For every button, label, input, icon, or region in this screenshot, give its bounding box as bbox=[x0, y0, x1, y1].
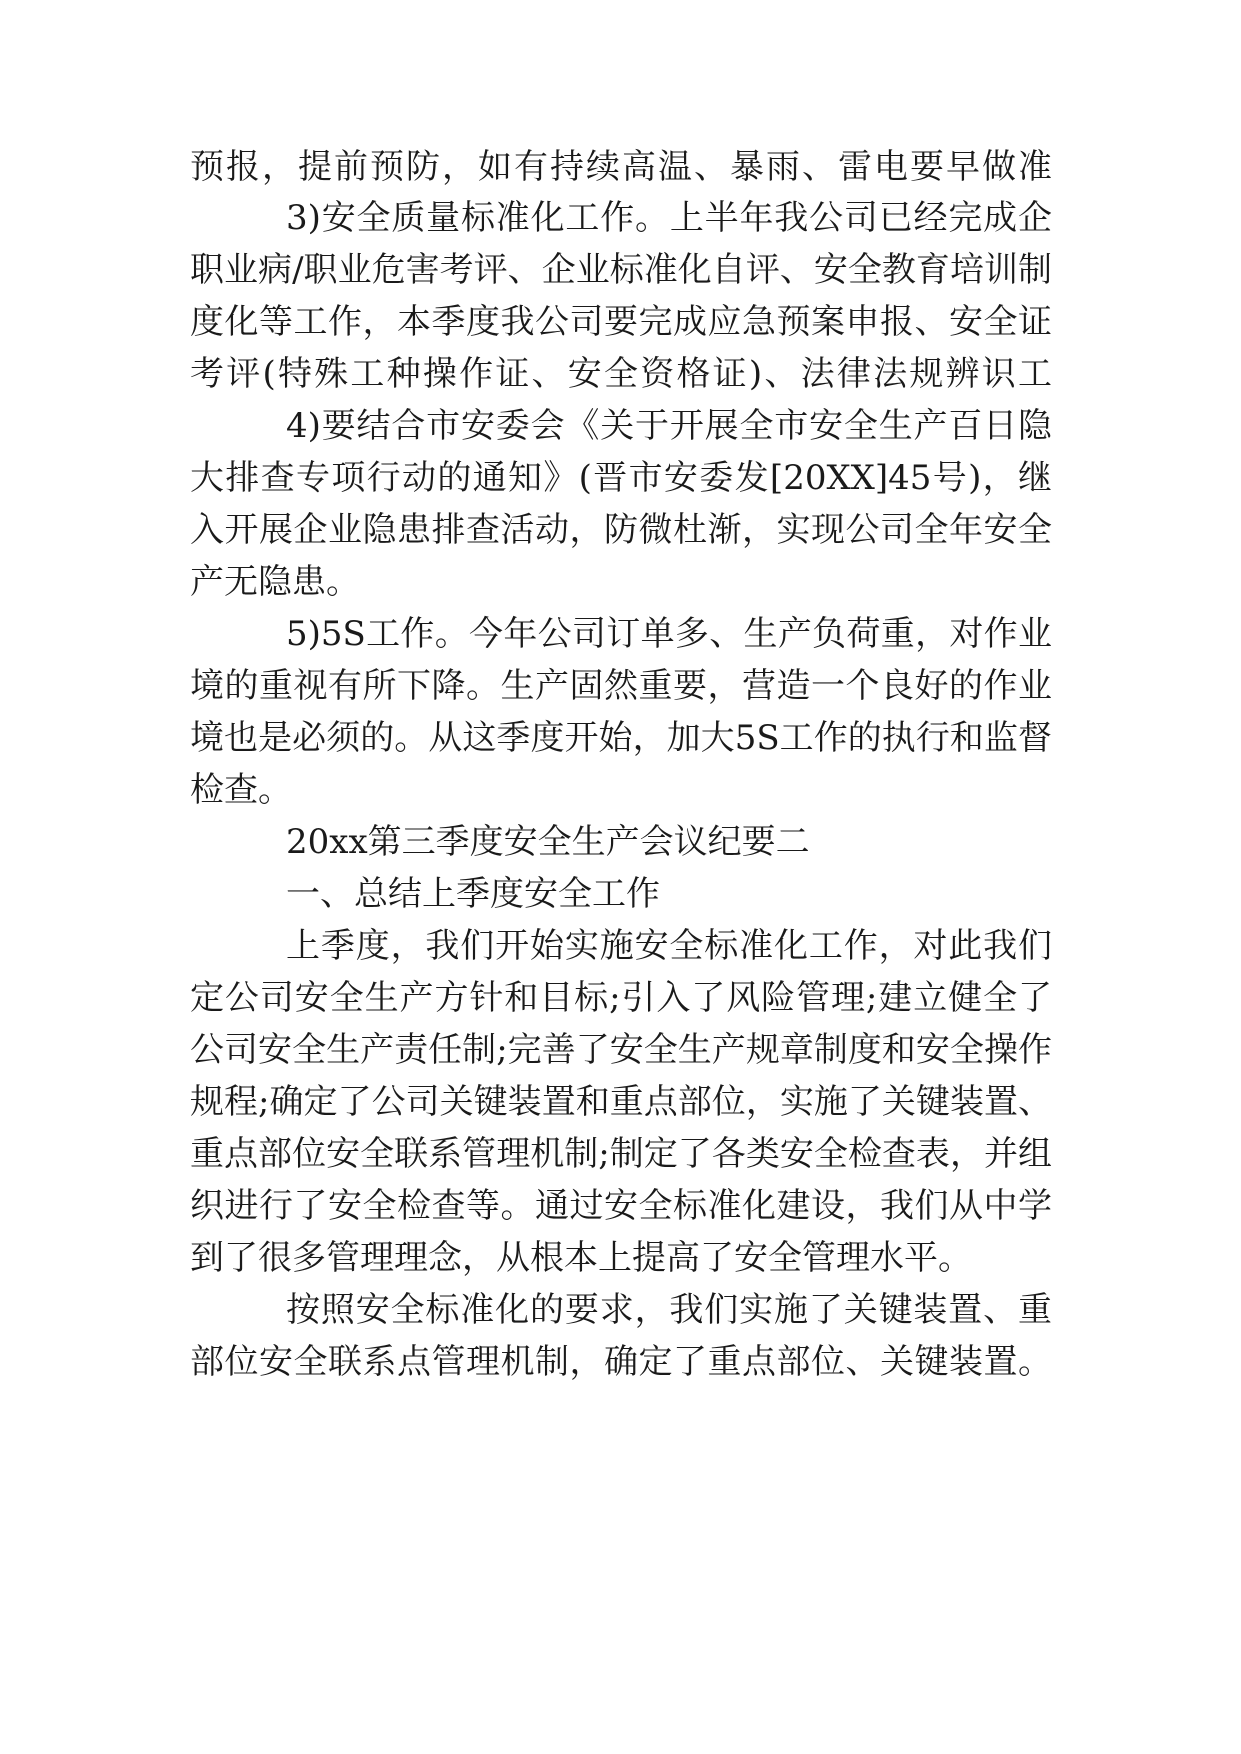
section-heading: 20xx第三季度安全生产会议纪要二 bbox=[286, 822, 810, 862]
text-line: 考评(特殊工种操作证、安全资格证)、法律法规辨识工 bbox=[190, 354, 1052, 394]
text-line: 入开展企业隐患排查活动，防微杜渐，实现公司全年安全 bbox=[190, 510, 1052, 550]
text-line: 定公司安全生产方针和目标;引入了风险管理;建立健全了 bbox=[190, 978, 1052, 1018]
text-line: 部位安全联系点管理机制，确定了重点部位、关键装置。 bbox=[190, 1342, 1052, 1382]
text-line: 职业病/职业危害考评、企业标准化自评、安全教育培训制 bbox=[190, 250, 1052, 290]
text-line: 重点部位安全联系管理机制;制定了各类安全检查表，并组 bbox=[190, 1134, 1052, 1174]
text-line: 织进行了安全检查等。通过安全标准化建设，我们从中学 bbox=[190, 1186, 1052, 1226]
text-line: 境也是必须的。从这季度开始，加大5S工作的执行和监督 bbox=[190, 718, 1052, 758]
text-line: 到了很多管理理念，从根本上提高了安全管理水平。 bbox=[190, 1238, 972, 1278]
text-line: 规程;确定了公司关键装置和重点部位，实施了关键装置、 bbox=[190, 1082, 1052, 1122]
text-line: 5)5S工作。今年公司订单多、生产负荷重，对作业 bbox=[286, 614, 1052, 654]
text-line: 上季度，我们开始实施安全标准化工作，对此我们 bbox=[286, 926, 1052, 966]
section-subheading: 一、总结上季度安全工作 bbox=[286, 874, 660, 914]
text-line: 检查。 bbox=[190, 770, 292, 810]
text-line: 按照安全标准化的要求，我们实施了关键装置、重 bbox=[286, 1290, 1052, 1330]
text-line: 度化等工作，本季度我公司要完成应急预案申报、安全证 bbox=[190, 302, 1052, 342]
text-line: 4)要结合市安委会《关于开展全市安全生产百日隐 bbox=[286, 406, 1052, 446]
text-line: 产无隐患。 bbox=[190, 562, 360, 602]
text-line: 公司安全生产责任制;完善了安全生产规章制度和安全操作 bbox=[190, 1030, 1052, 1070]
text-line: 大排查专项行动的通知》(晋市安委发[20XX]45号)，继 bbox=[190, 458, 1052, 498]
text-line: 境的重视有所下降。生产固然重要，营造一个良好的作业 bbox=[190, 666, 1052, 706]
text-line: 3)安全质量标准化工作。上半年我公司已经完成企 bbox=[286, 198, 1052, 238]
text-line: 预报，提前预防，如有持续高温、暴雨、雷电要早做准 bbox=[190, 147, 1052, 187]
